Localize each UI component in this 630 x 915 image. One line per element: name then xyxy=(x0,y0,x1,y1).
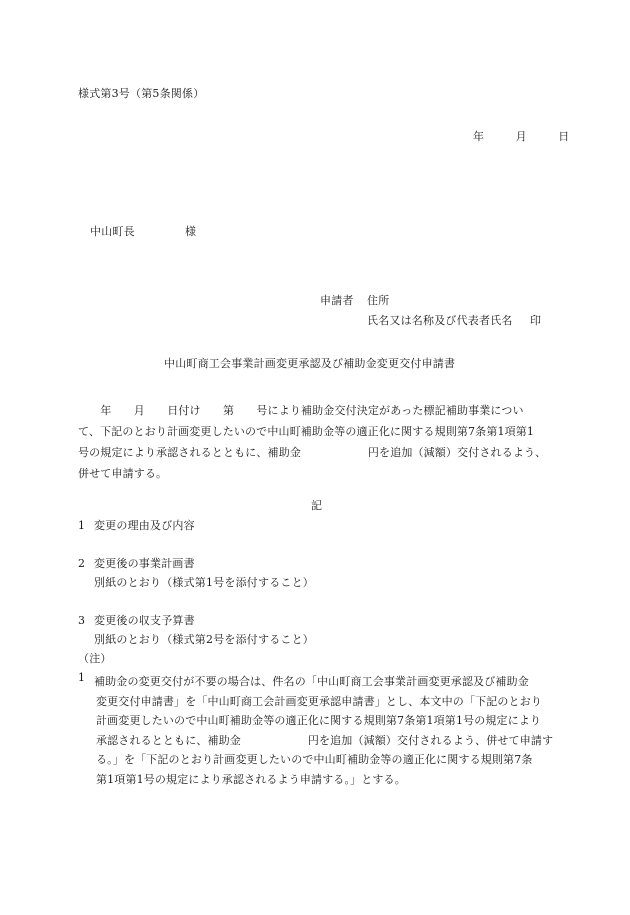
applicant-address-label: 住所 xyxy=(367,294,390,307)
item-2-detail: 別紙のとおり（様式第1号を添付すること） xyxy=(94,576,314,589)
date-line xyxy=(473,131,569,142)
note-line: 補助金の変更交付が不要の場合は、件名の「中山町商工会事業計画変更承認及び補助金 xyxy=(94,675,529,688)
seal-mark: 印 xyxy=(530,314,542,327)
note-line: 計画変更したいので中山町補助金等の適正化に関する規則第7条第1項第1号の規定により xyxy=(96,714,542,727)
recipient-honorific: 様 xyxy=(185,225,197,238)
item-2-title: 変更後の事業計画書 xyxy=(94,557,195,570)
note-line: 第1項第1号の規定により承認されるよう申請する。」とする。 xyxy=(96,772,406,786)
item-3-title: 変更後の収支予算書 xyxy=(94,614,195,627)
item-3-detail: 別紙のとおり（様式第2号を添付すること） xyxy=(94,633,314,646)
note-number: 1 xyxy=(78,671,86,684)
note-label: （注） xyxy=(78,652,112,665)
item-1-title: 変更の理由及び内容 xyxy=(94,519,195,532)
item-2-number: 2 xyxy=(78,557,86,570)
document-title: 中山町商工会事業計画変更承認及び補助金変更交付申請書 xyxy=(164,357,456,370)
note-line: 承認されるとともに、補助金 円を追加（減額）交付されるよう、併せて申請す xyxy=(96,733,554,747)
body-line: 年 月 日付け 第 号により補助金交付決定があった標記補助事業につい xyxy=(78,404,524,417)
applicant-name-label: 氏名又は名称及び代表者氏名 xyxy=(367,314,513,327)
date-day: 日 xyxy=(558,130,570,143)
item-1-number: 1 xyxy=(78,519,86,532)
recipient-name: 中山町長 xyxy=(90,225,135,238)
body-line: 号の規定により承認されるとともに、補助金 円を追加（減額）交付されるよう、 xyxy=(78,446,547,459)
applicant-label: 申請者 xyxy=(320,294,354,307)
note-text xyxy=(94,672,553,789)
ki-heading: 記 xyxy=(311,499,323,512)
form-number: 様式第3号（第5条関係） xyxy=(78,87,205,100)
note-line: 変更交付申請書」を「中山町商工会計画変更承認申請書」とし、本文中の「下記のとおり xyxy=(96,694,542,708)
item-3-number: 3 xyxy=(78,614,86,627)
body-line: て、下記のとおり計画変更したいので中山町補助金等の適正化に関する規則第7条第1項第1 xyxy=(78,425,535,438)
date-year: 年 xyxy=(473,130,485,143)
body-paragraph xyxy=(78,400,556,484)
body-line: 併せて申請する。 xyxy=(78,467,168,480)
date-month: 月 xyxy=(515,130,527,143)
note-line: る。」を「下記のとおり計画変更したいので中山町補助金等の適正化に関する規則第7条 xyxy=(96,753,533,766)
